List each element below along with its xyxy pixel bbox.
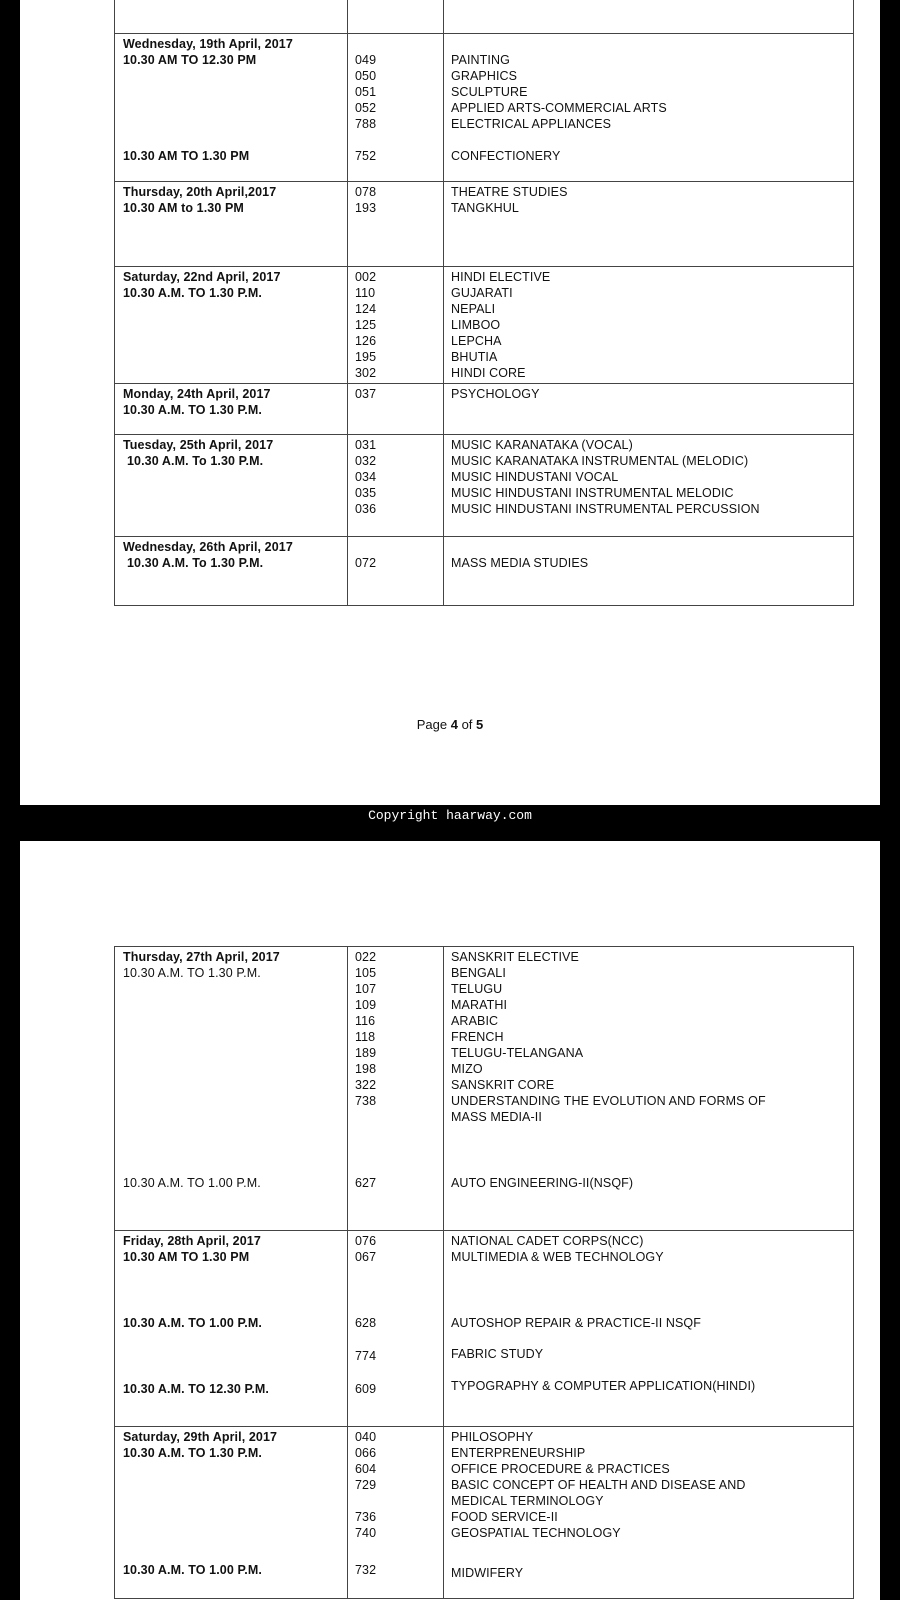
schedule-row: [115, 1427, 853, 1599]
schedule-row: [115, 947, 853, 1231]
subject-name-cell: FRENCH: [451, 1030, 504, 1044]
date-time-cell: Monday, 24th April, 2017: [123, 387, 271, 401]
column-divider: [347, 537, 348, 605]
column-divider: [443, 1427, 444, 1598]
subject-name-cell: PSYCHOLOGY: [451, 387, 540, 401]
subject-name-cell: ARABIC: [451, 1014, 499, 1028]
subject-code-cell: 022: [355, 950, 377, 964]
subject-name-cell: SANSKRIT CORE: [451, 1078, 555, 1092]
subject-code-cell: 322: [355, 1078, 377, 1092]
page-current: 4: [450, 717, 458, 732]
column-divider: [443, 1231, 444, 1426]
document-page-4: [20, 0, 880, 805]
column-divider: [347, 947, 348, 1230]
date-time-cell: Wednesday, 26th April, 2017: [123, 540, 293, 554]
subject-code-cell: 195: [355, 350, 377, 364]
date-time-cell: 10.30 AM TO 1.30 PM: [123, 149, 250, 163]
subject-name-cell: MULTIMEDIA & WEB TECHNOLOGY: [451, 1250, 664, 1264]
subject-name-cell: TELUGU-TELANGANA: [451, 1046, 584, 1060]
subject-name-cell: APPLIED ARTS-COMMERCIAL ARTS: [451, 101, 667, 115]
page-number: Page 4 of 5: [416, 717, 484, 732]
subject-name-cell: BASIC CONCEPT OF HEALTH AND DISEASE AND: [451, 1478, 746, 1492]
subject-code-cell: 040: [355, 1430, 377, 1444]
column-divider: [347, 34, 348, 181]
subject-code-cell: 729: [355, 1478, 377, 1492]
column-divider: [347, 435, 348, 536]
subject-code-cell: 604: [355, 1462, 377, 1476]
subject-code-cell: 124: [355, 302, 377, 316]
subject-code-cell: 116: [355, 1014, 376, 1028]
schedule-row: [115, 0, 853, 34]
subject-code-cell: 189: [355, 1046, 377, 1060]
schedule-row: [115, 384, 853, 435]
column-divider: [347, 0, 348, 33]
subject-name-cell: GRAPHICS: [451, 69, 518, 83]
subject-code-cell: 110: [355, 286, 376, 300]
subject-code-cell: 050: [355, 69, 377, 83]
subject-code-cell: 788: [355, 117, 377, 131]
schedule-row: [115, 34, 853, 182]
subject-name-cell: OFFICE PROCEDURE & PRACTICES: [451, 1462, 670, 1476]
column-divider: [443, 182, 444, 266]
subject-code-cell: 002: [355, 270, 377, 284]
subject-code-cell: 049: [355, 53, 377, 67]
date-time-cell: 10.30 A.M. TO 1.00 P.M.: [123, 1316, 262, 1330]
subject-code-cell: 774: [355, 1349, 377, 1363]
subject-code-cell: 738: [355, 1094, 377, 1108]
subject-code-cell: 036: [355, 502, 377, 516]
date-time-cell: 10.30 AM to 1.30 PM: [123, 201, 244, 215]
date-time-cell: 10.30 A.M. TO 12.30 P.M.: [123, 1382, 269, 1396]
column-divider: [347, 182, 348, 266]
date-time-cell: Tuesday, 25th April, 2017: [123, 438, 274, 452]
subject-code-cell: 031: [355, 438, 377, 452]
column-divider: [443, 267, 444, 383]
subject-code-cell: 627: [355, 1176, 377, 1190]
subject-name-cell: MUSIC HINDUSTANI VOCAL: [451, 470, 619, 484]
schedule-row: [115, 537, 853, 606]
subject-code-cell: 628: [355, 1316, 377, 1330]
subject-code-cell: 109: [355, 998, 377, 1012]
subject-code-cell: 035: [355, 486, 377, 500]
schedule-row: [115, 435, 853, 537]
subject-name-cell: LEPCHA: [451, 334, 502, 348]
copyright-banner: Copyright haarway.com: [368, 808, 532, 823]
subject-name-cell: MIZO: [451, 1062, 483, 1076]
subject-name-cell: PAINTING: [451, 53, 510, 67]
date-time-cell: 10.30 A.M. TO 1.30 P.M.: [123, 286, 262, 300]
column-divider: [347, 267, 348, 383]
subject-name-cell: GUJARATI: [451, 286, 513, 300]
subject-code-cell: 736: [355, 1510, 377, 1524]
column-divider: [443, 0, 444, 33]
subject-name-cell: ELECTRICAL APPLIANCES: [451, 117, 612, 131]
subject-name-cell: LIMBOO: [451, 318, 501, 332]
date-time-cell: Wednesday, 19th April, 2017: [123, 37, 293, 51]
subject-code-cell: 066: [355, 1446, 377, 1460]
subject-code-cell: 107: [355, 982, 377, 996]
subject-name-cell: SANSKRIT ELECTIVE: [451, 950, 579, 964]
subject-code-cell: 067: [355, 1250, 377, 1264]
subject-code-cell: 126: [355, 334, 377, 348]
subject-name-cell: NATIONAL CADET CORPS(NCC): [451, 1234, 644, 1248]
subject-name-cell: TANGKHUL: [451, 201, 519, 215]
subject-code-cell: 118: [355, 1030, 376, 1044]
column-divider: [347, 1231, 348, 1426]
subject-name-cell: AUTOSHOP REPAIR & PRACTICE-II NSQF: [451, 1316, 701, 1330]
subject-name-cell: MASS MEDIA-II: [451, 1110, 542, 1124]
subject-name-cell: MUSIC HINDUSTANI INSTRUMENTAL MELODIC: [451, 486, 734, 500]
subject-name-cell: BENGALI: [451, 966, 506, 980]
column-divider: [347, 1427, 348, 1598]
subject-name-cell: THEATRE STUDIES: [451, 185, 568, 199]
date-time-cell: Saturday, 22nd April, 2017: [123, 270, 281, 284]
column-divider: [443, 34, 444, 181]
subject-code-cell: 034: [355, 470, 377, 484]
subject-code-cell: 198: [355, 1062, 377, 1076]
subject-code-cell: 740: [355, 1526, 377, 1540]
subject-name-cell: MARATHI: [451, 998, 508, 1012]
page-total: 5: [476, 717, 484, 732]
subject-code-cell: 076: [355, 1234, 377, 1248]
subject-code-cell: 051: [355, 85, 377, 99]
date-time-cell: Friday, 28th April, 2017: [123, 1234, 261, 1248]
subject-code-cell: 193: [355, 201, 377, 215]
subject-name-cell: FABRIC STUDY: [451, 1347, 544, 1361]
subject-name-cell: UNDERSTANDING THE EVOLUTION AND FORMS OF: [451, 1094, 766, 1108]
subject-name-cell: HINDI ELECTIVE: [451, 270, 551, 284]
subject-name-cell: MIDWIFERY: [451, 1566, 524, 1580]
column-divider: [443, 947, 444, 1230]
date-time-cell: Saturday, 29th April, 2017: [123, 1430, 278, 1444]
document-page-5: [20, 841, 880, 1600]
subject-name-cell: SCULPTURE: [451, 85, 528, 99]
column-divider: [347, 384, 348, 434]
subject-name-cell: MEDICAL TERMINOLOGY: [451, 1494, 604, 1508]
subject-code-cell: 052: [355, 101, 377, 115]
subject-name-cell: PHILOSOPHY: [451, 1430, 534, 1444]
subject-code-cell: 037: [355, 387, 377, 401]
column-divider: [443, 537, 444, 605]
date-time-cell: 10.30 A.M. TO 1.00 P.M.: [123, 1563, 262, 1577]
column-divider: [443, 384, 444, 434]
date-time-cell: 10.30 AM TO 12.30 PM: [123, 53, 257, 67]
subject-name-cell: TYPOGRAPHY & COMPUTER APPLICATION(HINDI): [451, 1379, 756, 1393]
subject-name-cell: FOOD SERVICE-II: [451, 1510, 558, 1524]
date-time-cell: 10.30 A.M. TO 1.30 P.M.: [123, 403, 262, 417]
exam-schedule-table: [114, 946, 854, 1599]
schedule-row: [115, 1231, 853, 1427]
subject-name-cell: NEPALI: [451, 302, 496, 316]
date-time-cell: 10.30 A.M. TO 1.30 P.M.: [123, 966, 261, 980]
date-time-cell: 10.30 A.M. TO 1.00 P.M.: [123, 1176, 261, 1190]
column-divider: [443, 435, 444, 536]
subject-name-cell: MUSIC HINDUSTANI INSTRUMENTAL PERCUSSION: [451, 502, 760, 516]
subject-code-cell: 105: [355, 966, 377, 980]
subject-name-cell: ENTERPRENEURSHIP: [451, 1446, 586, 1460]
date-time-cell: 10.30 A.M. To 1.30 P.M.: [127, 556, 264, 570]
date-time-cell: Thursday, 27th April, 2017: [123, 950, 280, 964]
subject-name-cell: BHUTIA: [451, 350, 498, 364]
subject-code-cell: 732: [355, 1563, 377, 1577]
subject-name-cell: MUSIC KARANATAKA INSTRUMENTAL (MELODIC): [451, 454, 749, 468]
subject-code-cell: 302: [355, 366, 377, 380]
date-time-cell: 10.30 AM TO 1.30 PM: [123, 1250, 250, 1264]
subject-name-cell: CONFECTIONERY: [451, 149, 561, 163]
subject-name-cell: MASS MEDIA STUDIES: [451, 556, 589, 570]
subject-name-cell: TELUGU: [451, 982, 503, 996]
subject-code-cell: 032: [355, 454, 377, 468]
exam-schedule-table: [114, 0, 854, 606]
schedule-row: [115, 182, 853, 267]
subject-name-cell: MUSIC KARANATAKA (VOCAL): [451, 438, 633, 452]
subject-code-cell: 609: [355, 1382, 377, 1396]
subject-name-cell: HINDI CORE: [451, 366, 526, 380]
subject-name-cell: GEOSPATIAL TECHNOLOGY: [451, 1526, 621, 1540]
date-time-cell: 10.30 A.M. TO 1.30 P.M.: [123, 1446, 262, 1460]
subject-code-cell: 078: [355, 185, 377, 199]
subject-code-cell: 752: [355, 149, 377, 163]
subject-code-cell: 072: [355, 556, 377, 570]
subject-code-cell: 125: [355, 318, 377, 332]
date-time-cell: 10.30 A.M. To 1.30 P.M.: [127, 454, 264, 468]
schedule-row: [115, 267, 853, 384]
date-time-cell: Thursday, 20th April,2017: [123, 185, 277, 199]
subject-name-cell: AUTO ENGINEERING-II(NSQF): [451, 1176, 634, 1190]
